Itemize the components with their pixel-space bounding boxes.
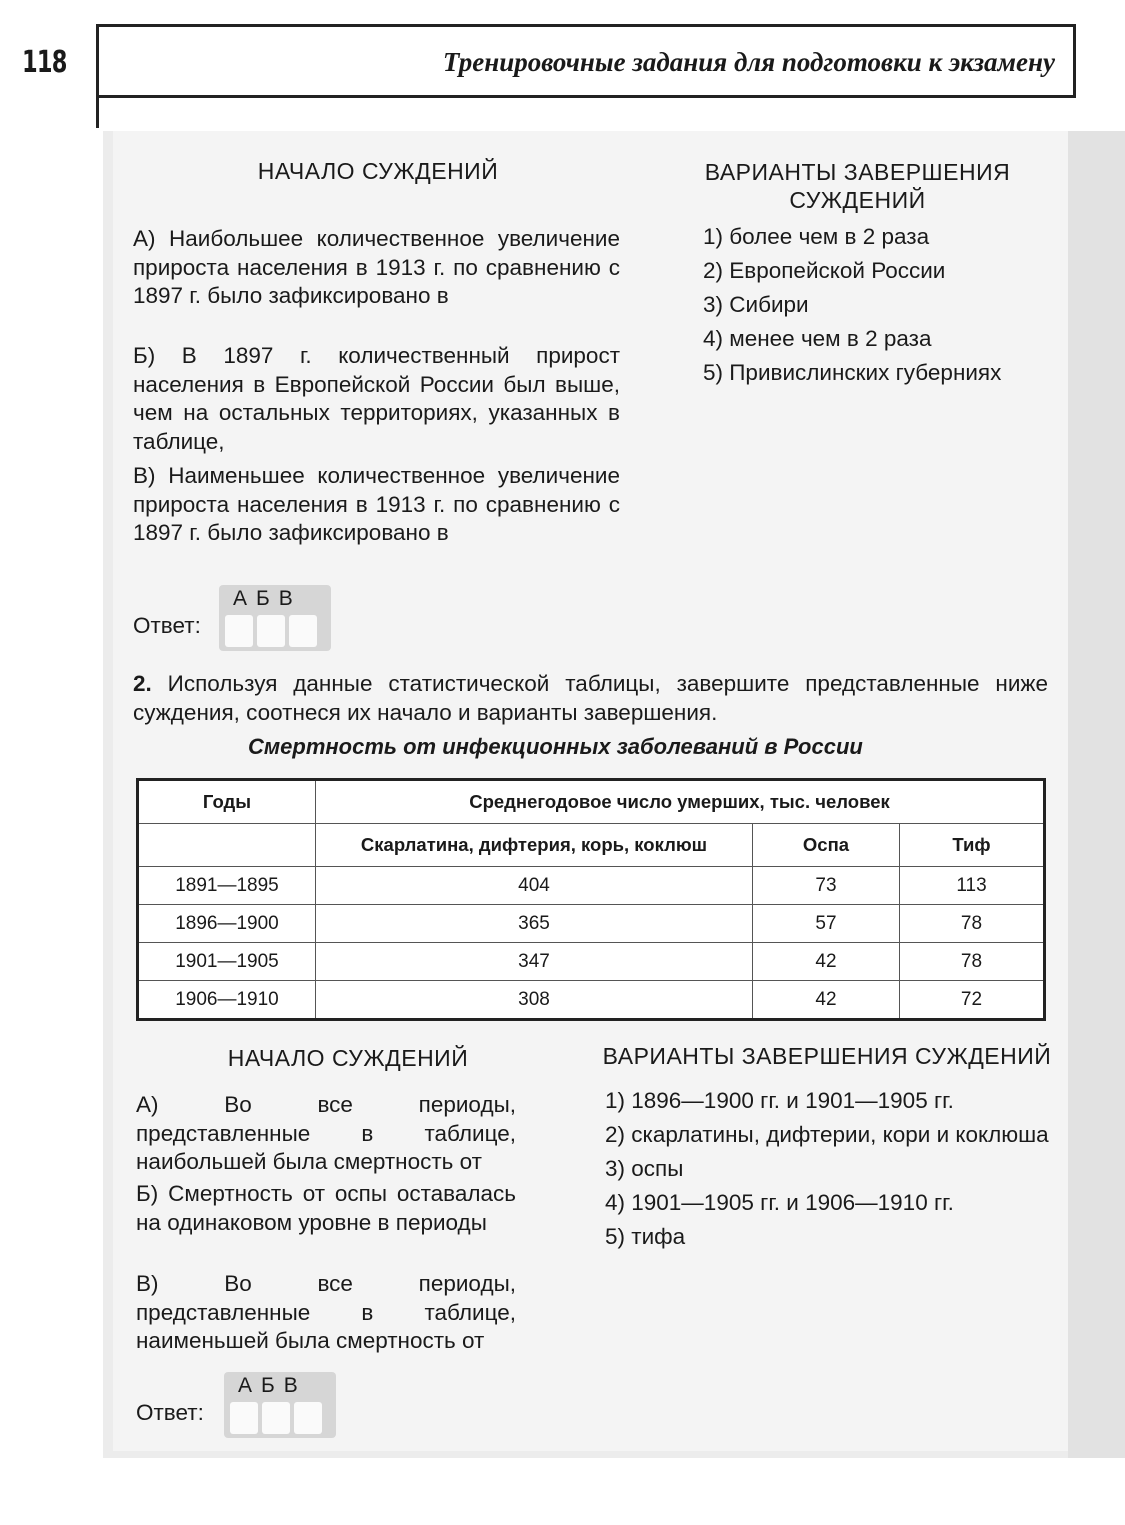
answer-cell-c[interactable] — [294, 1402, 322, 1434]
cell-scarlet: 347 — [316, 943, 753, 981]
page-edge-strip — [1068, 131, 1125, 1458]
task2-option: 5) тифа — [605, 1224, 686, 1249]
task1-options — [703, 220, 1001, 390]
task2-instruction — [133, 669, 1048, 727]
task1-right-heading — [690, 158, 1025, 214]
task1-statement-c: В) Наименьшее количественное увеличение прироста населения в 1913 г. по сравнению с 1897 г. было зафиксировано в — [133, 463, 620, 545]
answer-letters: АБВ — [233, 587, 302, 610]
cell-years: 1901—1905 — [138, 943, 316, 981]
page-number: 118 — [22, 45, 67, 80]
cell-typhus: 72 — [900, 981, 1045, 1020]
task2-options — [605, 1084, 1050, 1254]
task2-statement-b: Б) Смертность от оспы оставалась на одинаковом уровне в периоды — [136, 1181, 516, 1235]
task1-option: 2) Европейской России — [703, 258, 946, 283]
task2-statement-c: В) Во все периоды, представленные в таблице, наименьшей была смертность от — [136, 1271, 516, 1353]
table-title: Смертность от инфекционных заболеваний в России — [248, 734, 863, 759]
cell-years: 1906—1910 — [138, 981, 316, 1020]
cell-scarlet: 308 — [316, 981, 753, 1020]
mortality-table — [136, 778, 1046, 1021]
task2-option: 4) 1901—1905 гг. и 1906—1910 гг. — [605, 1190, 954, 1215]
task1-answer — [133, 585, 343, 655]
header-divider — [96, 96, 99, 128]
task1-right-heading-line1: ВАРИАНТЫ ЗАВЕРШЕНИЯ — [704, 159, 1011, 185]
task1-option: 4) менее чем в 2 раза — [703, 326, 932, 351]
cell-years: 1891—1895 — [138, 867, 316, 905]
cell-smallpox: 42 — [753, 981, 900, 1020]
running-header — [96, 24, 1076, 98]
task1-option: 5) Привислинских губерниях — [703, 360, 1002, 385]
task1-left-heading: НАЧАЛО СУЖДЕНИЙ — [257, 158, 499, 184]
table-header-typhus: Тиф — [900, 824, 1045, 867]
task2-option: 2) скарлатины, дифтерии, кори и коклюша — [605, 1122, 1049, 1147]
cell-scarlet: 365 — [316, 905, 753, 943]
task2-left-heading: НАЧАЛО СУЖДЕНИЙ — [227, 1045, 469, 1071]
task1-option: 3) Сибири — [703, 292, 809, 317]
cell-smallpox: 42 — [753, 943, 900, 981]
answer-letters: АБВ — [238, 1374, 307, 1397]
task2-statement-a: А) Во все периоды, представленные в таблице, наибольшей была смертность от — [136, 1092, 516, 1174]
table-header-group: Среднегодовое число умерших, тыс. человек — [316, 780, 1045, 824]
task2-number: 2. — [133, 671, 152, 696]
answer-cell-a[interactable] — [230, 1402, 258, 1434]
table-header-smallpox: Оспа — [753, 824, 900, 867]
task1-statement-b: Б) В 1897 г. количественный прирост населения в Европейской России был выше, чем на остальных территориях, указанных в таблице, — [133, 343, 620, 454]
header-title: Тренировочные задания для подготовки к экзамену — [442, 47, 1055, 77]
answer-cell-c[interactable] — [289, 615, 317, 647]
table-header-scarlet: Скарлатина, дифтерия, корь, коклюш — [316, 824, 753, 867]
answer-label: Ответ: — [133, 613, 201, 638]
task2-text: Используя данные статистической таблицы, завершите представленные ниже суждения, соотнеся их начало и варианты завершения. — [133, 671, 1048, 725]
answer-label: Ответ: — [136, 1400, 204, 1425]
task2-right-heading: ВАРИАНТЫ ЗАВЕРШЕНИЯ СУЖДЕНИЙ — [602, 1043, 1052, 1069]
task2-answer — [136, 1372, 346, 1442]
table-row — [138, 943, 1045, 981]
task2-option: 3) оспы — [605, 1156, 684, 1181]
table-header-empty — [138, 824, 316, 867]
cell-smallpox: 73 — [753, 867, 900, 905]
table-header-years: Годы — [138, 780, 316, 824]
cell-years: 1896—1900 — [138, 905, 316, 943]
task1-right-heading-line2: СУЖДЕНИЙ — [789, 187, 926, 213]
answer-cell-b[interactable] — [257, 615, 285, 647]
answer-cell-b[interactable] — [262, 1402, 290, 1434]
cell-typhus: 78 — [900, 943, 1045, 981]
table-row — [138, 905, 1045, 943]
cell-scarlet: 404 — [316, 867, 753, 905]
cell-typhus: 78 — [900, 905, 1045, 943]
task2-option: 1) 1896—1900 гг. и 1901—1905 гг. — [605, 1088, 954, 1113]
task1-option: 1) более чем в 2 раза — [703, 224, 930, 249]
table-row — [138, 867, 1045, 905]
cell-smallpox: 57 — [753, 905, 900, 943]
table-row — [138, 981, 1045, 1020]
task1-statement-a: А) Наибольшее количественное увеличение прироста населения в 1913 г. по сравнению с 1897 г. было зафиксировано в — [133, 226, 620, 308]
answer-cell-a[interactable] — [225, 615, 253, 647]
cell-typhus: 113 — [900, 867, 1045, 905]
